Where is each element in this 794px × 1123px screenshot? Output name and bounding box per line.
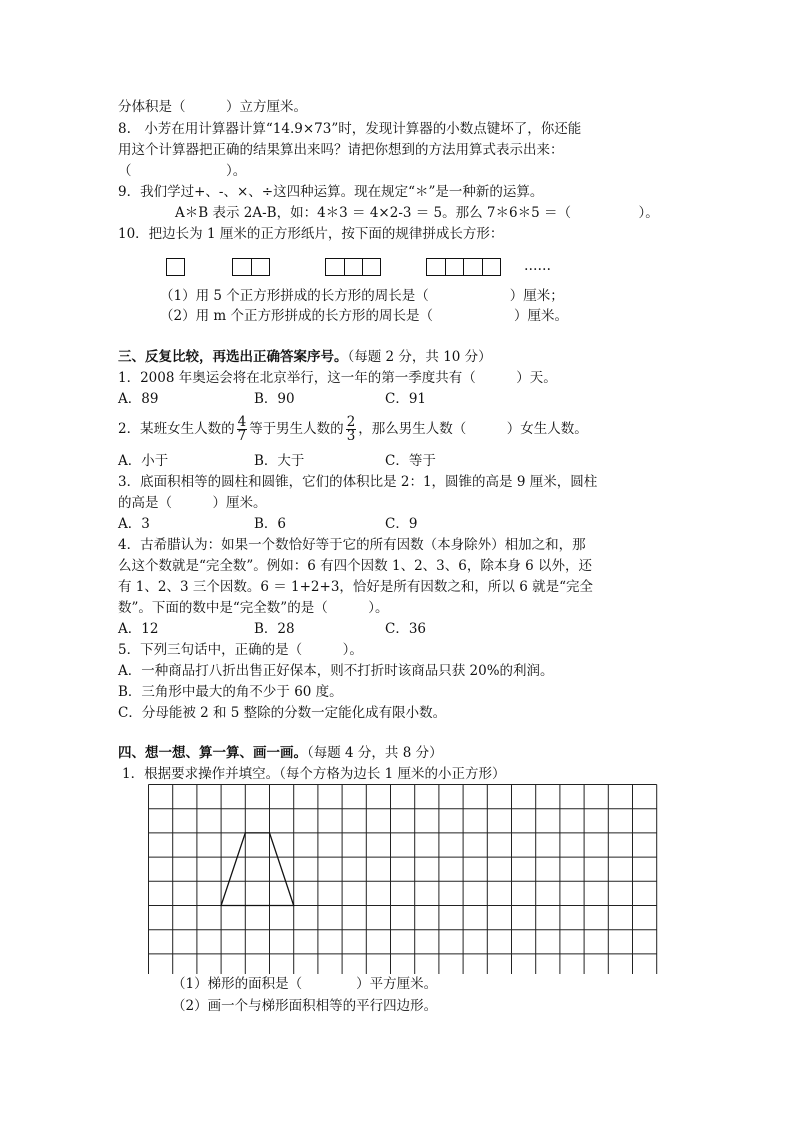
question-9-line-1: 9．我们学过+、-、×、÷这四种运算。现在规定“＊”是一种新的运算。 [118,184,544,200]
s3-question-4-line-4: 数”。下面的数中是“完全数”的是（ ）。 [118,600,389,616]
option-a: A．89 [118,391,159,407]
s3-question-5: 5．下列三句话中，正确的是（ ）。 [118,642,363,658]
s3-question-1: 1．2008 年奥运会将在北京举行，这一年的第一季度共有（ ）天。 [118,370,557,386]
pattern-ellipsis: …… [524,258,551,274]
pattern-3-squares [325,258,381,276]
square-grid [148,784,658,974]
section-3-score: （每题 2 分，共 10 分） [347,349,492,365]
section-3-heading [118,348,492,366]
option-a: A．3 [118,516,150,532]
s3-question-4-line-2: 么这个数就是“完全数”。例如：6 有四个因数 1、2、3、6，除本身 6 以外，还 [118,558,593,574]
option-b: B．大于 [254,453,305,469]
q2-text-mid: 等于男生人数的 [249,421,344,437]
s3-q5-option-a: A．一种商品打八折出售正好保本，则不打折时该商品只获 20%的利润。 [118,663,554,679]
question-8-answer-blank: （ ）。 [118,163,247,179]
option-b: B．28 [254,621,295,637]
fraction-denominator: 7 [237,428,247,444]
question-8-line-1: 8. 小芳在用计算器计算“14.9×73”时，发现计算器的小数点键坏了，你还能 [118,121,582,137]
section-4-title: 四、想一想、算一算、画一画。 [118,745,307,761]
option-c: C．9 [385,516,418,532]
option-b: B．6 [254,516,287,532]
fraction-two-thirds [346,416,357,443]
s3-question-3-line-1: 3．底面积相等的圆柱和圆锥，它们的体积比是 2：1，圆锥的高是 9 厘米，圆柱 [118,474,598,490]
pattern-1-square [166,258,185,276]
fraction-four-sevenths [237,416,248,443]
s4-sub-2: （2）画一个与梯形面积相等的平行四边形。 [172,998,438,1014]
question-10-sub-1: （1）用 5 个正方形拼成的长方形的周长是（ ）厘米； [160,288,564,304]
question-10-sub-2: （2）用 m 个正方形拼成的长方形的周长是（ ）厘米。 [160,308,568,324]
fraction-numerator: 2 [346,414,356,430]
option-b: B．90 [254,391,295,407]
trapezoid [221,833,294,906]
fraction-denominator: 3 [346,428,356,444]
option-c: C．36 [385,621,427,637]
option-a: A．小于 [118,453,169,469]
question-8-line-2: 用这个计算器把正确的结果算出来吗？请把你想到的方法用算式表示出来： [118,142,564,158]
q2-text-pre: 2．某班女生人数的 [118,421,235,437]
fraction-numerator: 4 [237,414,247,430]
s3-q5-option-b: B．三角形中最大的角不少于 60 度。 [118,684,343,700]
section-3-title: 三、反复比较，再选出正确答案序号。 [118,349,348,365]
s3-q5-option-c: C．分母能被 2 和 5 整除的分数一定能化成有限小数。 [118,705,447,721]
section-4-score: （每题 4 分，共 8 分） [307,745,443,761]
s4-sub-1: （1）梯形的面积是（ ）平方厘米。 [172,976,438,992]
s3-question-3-line-2: 的高是（ ）厘米。 [118,495,267,511]
option-c: C．91 [385,391,427,407]
pattern-4-squares [426,258,501,276]
option-c: C．等于 [385,453,436,469]
question-9-line-2: A＊B 表示 2A-B，如：4＊3 ＝ 4×2-3 ＝ 5。那么 7＊6＊5 ＝（ ）。 [175,205,659,221]
s3-question-4-line-1: 4．古希腊认为：如果一个数恰好等于它的所有因数（本身除外）相加之和，那 [118,537,586,553]
s4-question-1: 1．根据要求操作并填空。（每个方格为边长 1 厘米的小正方形） [122,766,506,782]
carryover-line: 分体积是（ ）立方厘米。 [118,99,307,115]
section-4-heading [118,744,443,762]
q2-text-post: ，那么男生人数（ ）女生人数。 [358,421,588,437]
s3-question-4-line-3: 有 1、2、3 三个因数。6 ＝ 1+2+3，恰好是所有因数之和，所以 6 就是“完全 [118,579,593,595]
pattern-2-squares [232,258,270,276]
option-a: A．12 [118,621,159,637]
s3-question-2 [118,412,588,446]
question-10-line: 10．把边长为 1 厘米的正方形纸片，按下面的规律拼成长方形： [118,226,504,242]
